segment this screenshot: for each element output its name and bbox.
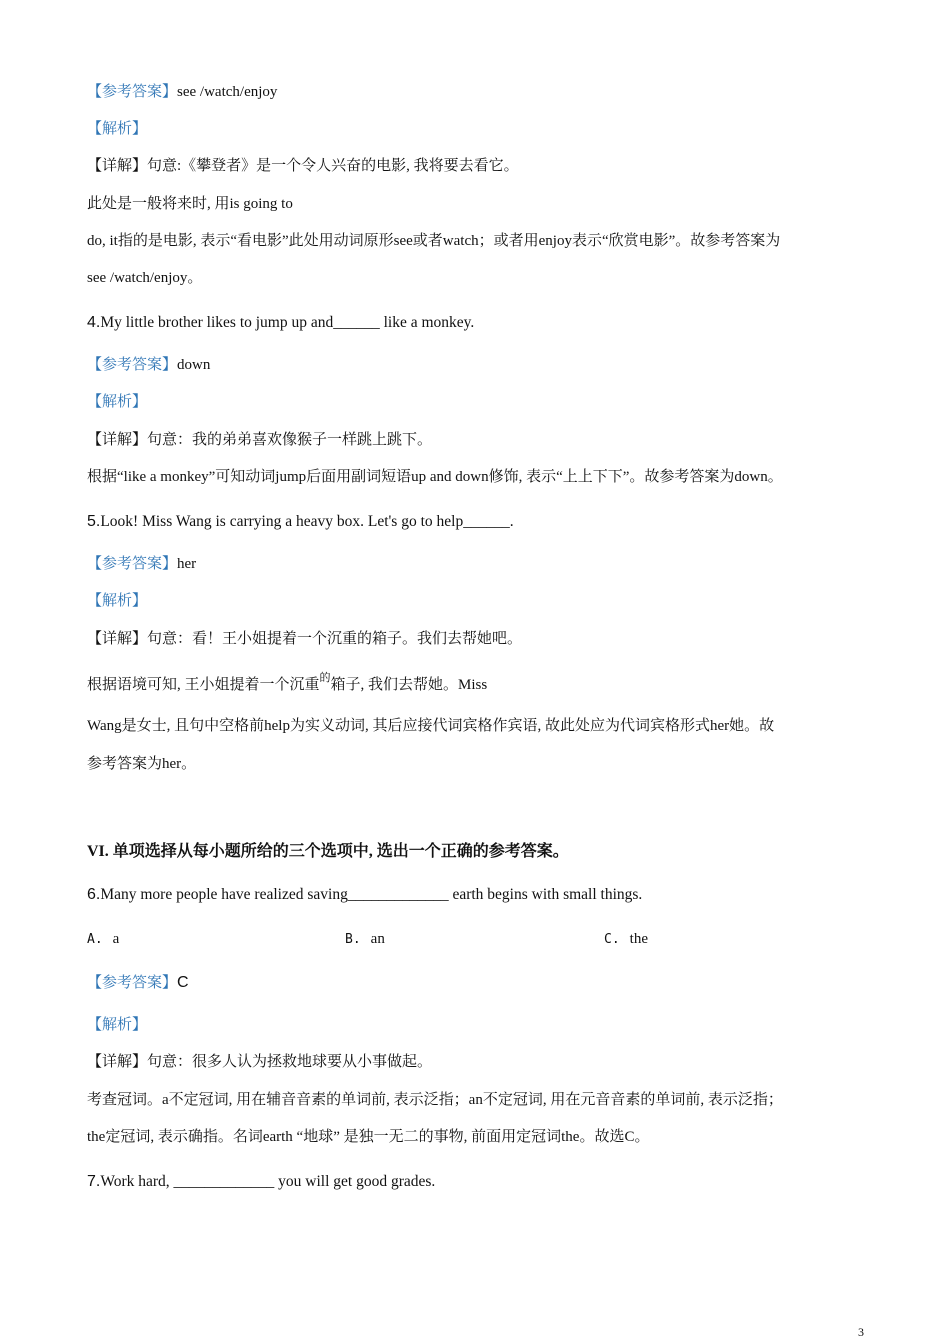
page-number: 3 [858,1325,864,1339]
q4-detail: 句意：我的弟弟喜欢像猴子一样跳上跳下。 [147,432,433,448]
section-heading: VI. 单项选择从每小题所给的三个选项中, 选出一个正确的参考答案。 [87,843,569,860]
q3-detail-line [87,156,519,176]
option-letter: C. [604,932,620,947]
answer-label: 【参考答案】 [87,357,178,373]
detail-label: 【详解】 [87,432,148,448]
detail-label: 【详解】 [87,1054,148,1070]
q5-explanation-sup: 的 [319,672,331,684]
q3-answer: see /watch/enjoy [177,84,278,100]
option-text: a [112,931,120,947]
answer-label: 【参考答案】 [87,975,178,991]
q6-answer: C [177,974,189,991]
q5-explanation-3: 参考答案为her。 [87,756,197,772]
q4-answer: down [177,357,211,373]
q6-question [87,885,642,905]
q7-text: Work hard, _____________ you will get good grades. [100,1173,436,1190]
q4-analysis-label: 【解析】 [87,394,148,410]
q4-text: My little brother likes to jump up and______ like a monkey. [100,314,475,331]
detail-label: 【详解】 [87,158,148,174]
q3-explanation-1: 此处是一般将来时, 用is going to [87,196,293,212]
q3-answer-line [87,82,277,102]
q6-explanation-1: 考查冠词。a不定冠词, 用在辅音音素的单词前, 表示泛指；an不定冠词, 用在元音音素的单词前, 表示泛指； [87,1092,783,1108]
q5-detail: 句意：看！王小姐提着一个沉重的箱子。我们去帮她吧。 [147,631,523,647]
q5-number: 5. [87,513,101,530]
q5-text: Look! Miss Wang is carrying a heavy box. Let's go to help______. [100,513,514,530]
q6-option-b [345,929,385,950]
q7-number: 7. [87,1173,101,1190]
q5-explanation-2: Wang是女士, 且句中空格前help为实义动词, 其后应接代词宾格作宾语, 故此处应为代词宾格形式her她。故 [87,718,775,734]
q4-detail-line [87,430,432,450]
q4-number: 4. [87,314,101,331]
option-letter: B. [345,932,361,947]
answer-label: 【参考答案】 [87,556,178,572]
q6-explanation-2: the定冠词, 表示确指。名词earth “地球” 是独一无二的事物, 前面用定冠词the。故选C。 [87,1129,650,1145]
q6-number: 6. [87,886,101,903]
q3-explanation-3: see /watch/enjoy。 [87,270,203,286]
q3-explanation-2: do, it指的是电影, 表示“看电影”此处用动词原形see或者watch；或者用enjoy表示“欣赏电影”。故参考答案为 [87,233,781,249]
q6-detail: 句意：很多人认为拯救地球要从小事做起。 [147,1054,433,1070]
q4-explanation-1: 根据“like a monkey”可知动词jump后面用副词短语up and down修饰, 表示“上上下下”。故参考答案为down。 [87,469,783,485]
q6-answer-line [87,973,189,993]
q5-analysis-label: 【解析】 [87,593,148,609]
q6-option-c [604,929,648,950]
q7-question [87,1172,435,1192]
q6-option-a [87,929,119,950]
q5-detail-line [87,629,522,649]
q5-explanation-1b: 箱子, 我们去帮她。Miss [330,677,488,693]
detail-label: 【详解】 [87,631,148,647]
option-text: an [370,931,385,947]
q4-question [87,313,474,333]
q5-answer-line [87,554,196,574]
option-text: the [629,931,648,947]
q3-detail: 句意:《攀登者》是一个令人兴奋的电影, 我将要去看它。 [147,158,519,174]
q5-answer: her [177,556,197,572]
q5-explanation-1a: 根据语境可知, 王小姐提着一个沉重 [87,677,320,693]
q6-analysis-label: 【解析】 [87,1017,148,1033]
option-letter: A. [87,932,103,947]
q5-explanation-1 [87,672,488,696]
q6-detail-line [87,1052,432,1072]
q5-question [87,512,514,532]
q4-answer-line [87,355,210,375]
q3-analysis-label: 【解析】 [87,121,148,137]
q6-text: Many more people have realized saving_____________ earth begins with small things. [100,886,643,903]
answer-label: 【参考答案】 [87,84,178,100]
